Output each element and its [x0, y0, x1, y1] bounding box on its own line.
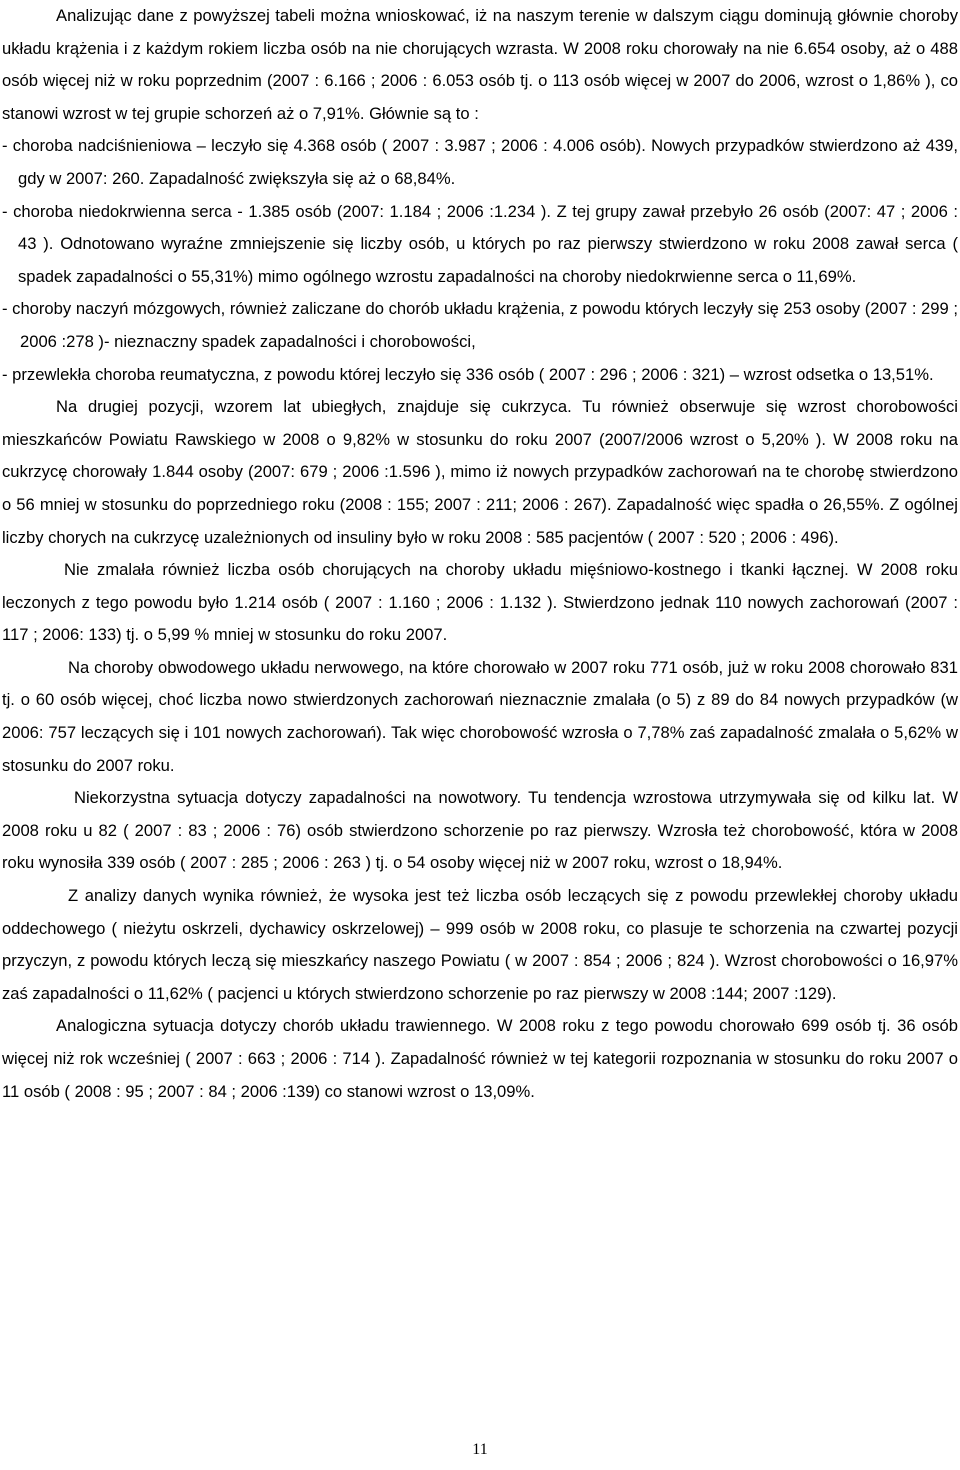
list-item-cerebrovascular: - choroby naczyń mózgowych, również zaliczane do chorób układu krążenia, z powodu których leczyły się 253 osoby (2007 : 299 ; 2006 :278 )- nieznaczny spadek zapadalności i chorobowości, — [2, 299, 958, 351]
paragraph-respiratory: Z analizy danych wynika również, że wysoka jest też liczba osób leczących się z powodu przewlekłej choroby układu oddechowego ( nieżytu oskrzeli, dychawicy oskrzelowej) – 999 osób w 2008 roku, co plasuje te schorzenia na czwartej pozycji przyczyn, z powodu których leczą się mieszkańcy naszego Powiatu ( w 2007 : 854 ; 2006 ; 824 ). Wzrost chorobowości o 16,97% zaś zapadalności o 11,62% ( pacjenci u których stwierdzono schorzenie po raz pierwszy w 2008 :144; 2007 :129). — [2, 886, 958, 1003]
document-body — [2, 0, 958, 1108]
paragraph-nervous-system: Na choroby obwodowego układu nerwowego, na które chorowało w 2007 roku 771 osób, już w roku 2008 chorowało 831 tj. o 60 osób więcej, choć liczba nowo stwierdzonych zachorowań nieznacznie zmalała (o 5) z 89 do 84 nowych przypadków (w 2006: 757 leczących się i 101 nowych zachorowań). Tak więc chorobowość wzrosła o 7,78% zaś zapadalność zmalała o 5,62% w stosunku do 2007 roku. — [2, 657, 958, 775]
list-item-rheumatic: - przewlekła choroba reumatyczna, z powodu której leczyło się 336 osób ( 2007 : 296 ; 2006 : 321) – wzrost odsetka o 13,51%. — [2, 364, 934, 384]
paragraph-circulatory-intro: Analizując dane z powyższej tabeli można wnioskować, iż na naszym terenie w dalszym ciągu dominują głównie choroby układu krążenia i z każdym rokiem liczba osób na nie chorujących wzrasta. W 2008 roku chorowały na nie 6.654 osoby, aż o 488 osób więcej niż w roku poprzednim (2007 : 6.166 ; 2006 : 6.053 osób tj. o 113 osób więcej w 2007 do 2006, wzrost o 1,86% ), co stanowi wzrost w tej grupie schorzeń aż o 7,91%. Głównie są to : — [2, 6, 958, 123]
paragraph-musculoskeletal: Nie zmalała również liczba osób chorujących na choroby układu mięśniowo-kostnego i tkanki łącznej. W 2008 roku leczonych z tego powodu było 1.214 osób ( 2007 : 1.160 ; 2006 : 1.132 ). Stwierdzono jednak 110 nowych zachorowań (2007 : 117 ; 2006: 133) tj. o 5,99 % mniej w stosunku do roku 2007. — [2, 560, 958, 645]
list-item-ischemic-heart-disease: - choroba niedokrwienna serca - 1.385 osób (2007: 1.184 ; 2006 :1.234 ). Z tej grupy zawał przebyło 26 osób (2007: 47 ; 2006 : 43 ). Odnotowano wyraźne zmniejszenie się liczby osób, u których po raz pierwszy stwierdzono w roku 2008 zawał serca ( spadek zapadalności o 55,31%) mimo ogólnego wzrostu zapadalności na choroby niedokrwienne serca o 11,69%. — [2, 201, 958, 286]
list-item-hypertension: - choroba nadciśnieniowa – leczyło się 4.368 osób ( 2007 : 3.987 ; 2006 : 4.006 osób). Nowych przypadków stwierdzono aż 439, gdy w 2007: 260. Zapadalność zwiększyła się aż o 68,84%. — [2, 136, 958, 188]
page-number: 11 — [472, 1441, 488, 1458]
paragraph-diabetes: Na drugiej pozycji, wzorem lat ubiegłych, znajduje się cukrzyca. Tu również obserwuje się wzrost chorobowości mieszkańców Powiatu Rawskiego w 2008 o 9,82% w stosunku do roku 2007 (2007/2006 wzrost o 5,20% ). W 2008 roku na cukrzycę chorowały 1.844 osoby (2007: 679 ; 2006 :1.596 ), mimo iż nowych przypadków zachorowań na te chorobę stwierdzono o 56 mniej w stosunku do poprzedniego roku (2008 : 155; 2007 : 211; 2006 : 267). Zapadalność więc spadła o 26,55%. Z ogólnej liczby chorych na cukrzycę uzależnionych od insuliny było w roku 2008 : 585 pacjentów ( 2007 : 520 ; 2006 : 496). — [2, 397, 958, 547]
paragraph-cancer: Niekorzystna sytuacja dotyczy zapadalności na nowotwory. Tu tendencja wzrostowa utrzymywała się od kilku lat. W 2008 roku u 82 ( 2007 : 83 ; 2006 : 76) osób stwierdzono schorzenie po raz pierwszy. Wzrosła też chorobowość, która w 2008 roku wynosiła 339 osób ( 2007 : 285 ; 2006 : 263 ) tj. o 54 osoby więcej niż w 2007 roku, wzrost o 18,94%. — [2, 788, 958, 873]
paragraph-digestive: Analogiczna sytuacja dotyczy chorób układu trawiennego. W 2008 roku z tego powodu chorowało 699 osób tj. 36 osób więcej niż rok wcześniej ( 2007 : 663 ; 2006 : 714 ). Zapadalność również w tej kategorii rozpoznania w stosunku do roku 2007 o 11 osób ( 2008 : 95 ; 2007 : 84 ; 2006 :139) co stanowi wzrost o 13,09%. — [2, 1016, 958, 1101]
